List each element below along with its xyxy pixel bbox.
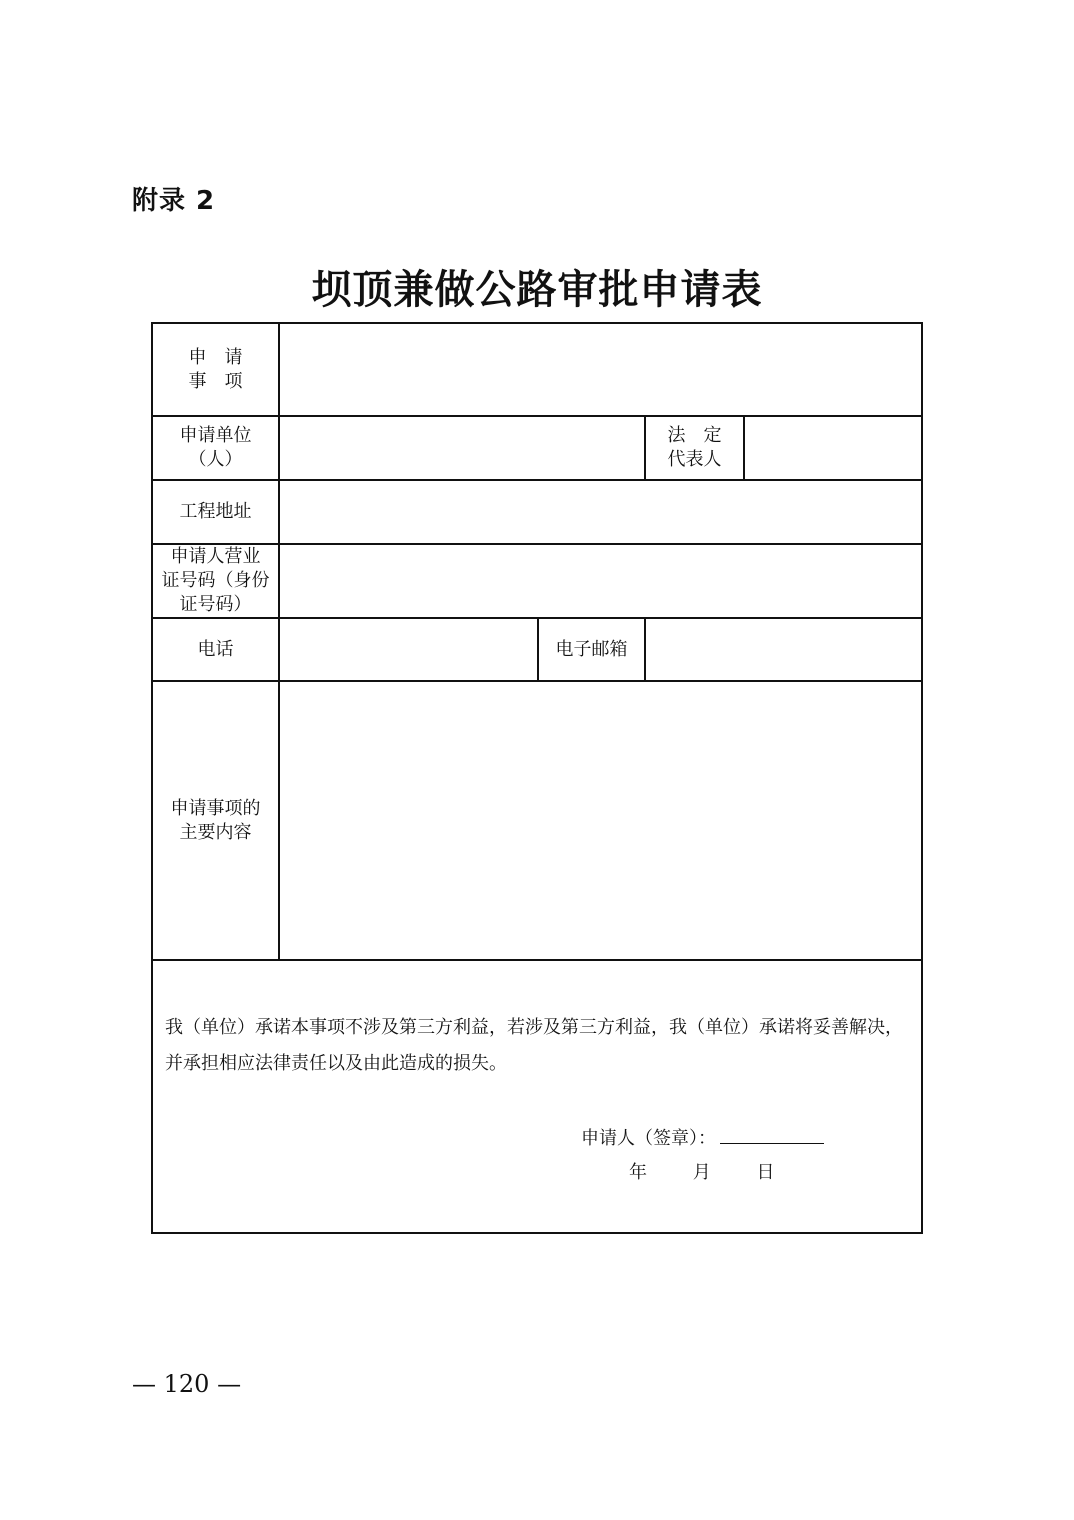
application-item-label: 申 请 事 项	[188, 346, 243, 392]
main-content-label: 申请事项的 主要内容	[170, 797, 261, 843]
row-divider	[153, 959, 921, 961]
project-address-label: 工程地址	[179, 501, 252, 522]
appendix-label: 附录 2	[132, 186, 216, 216]
applicant-unit-label: 申请单位 （人）	[179, 425, 252, 470]
date-day-label: 日	[756, 1162, 775, 1183]
legal-representative-field[interactable]	[745, 417, 921, 479]
application-form-table	[151, 322, 923, 1234]
license-number-field[interactable]	[280, 545, 921, 617]
application-item-field[interactable]	[280, 324, 921, 415]
date-month-label: 月	[692, 1162, 711, 1183]
phone-label: 电话	[197, 638, 234, 660]
legal-representative-label: 法 定 代表人	[667, 425, 722, 470]
email-label: 电子邮箱	[555, 638, 628, 660]
commitment-statement: 我（单位）承诺本事项不涉及第三方利益，若涉及第三方利益，我（单位）承诺将妥善解决， 并承担相应法律责任以及由此造成的损失。	[165, 1017, 903, 1074]
main-content-field[interactable]	[280, 682, 921, 959]
signature-line	[581, 1124, 824, 1150]
page-number: — 120 —	[132, 1370, 242, 1398]
date-year-label: 年	[629, 1162, 647, 1183]
applicant-unit-field[interactable]	[280, 417, 644, 479]
signature-date	[629, 1158, 814, 1184]
license-number-label: 申请人营业 证号码（身份 证号码）	[161, 546, 270, 615]
phone-field[interactable]	[280, 619, 537, 680]
project-address-field[interactable]	[280, 481, 921, 543]
signature-field[interactable]	[720, 1125, 824, 1144]
form-title: 坝顶兼做公路审批申请表	[311, 267, 763, 313]
email-field[interactable]	[646, 619, 921, 680]
signature-label: 申请人（签章）：	[581, 1128, 716, 1149]
